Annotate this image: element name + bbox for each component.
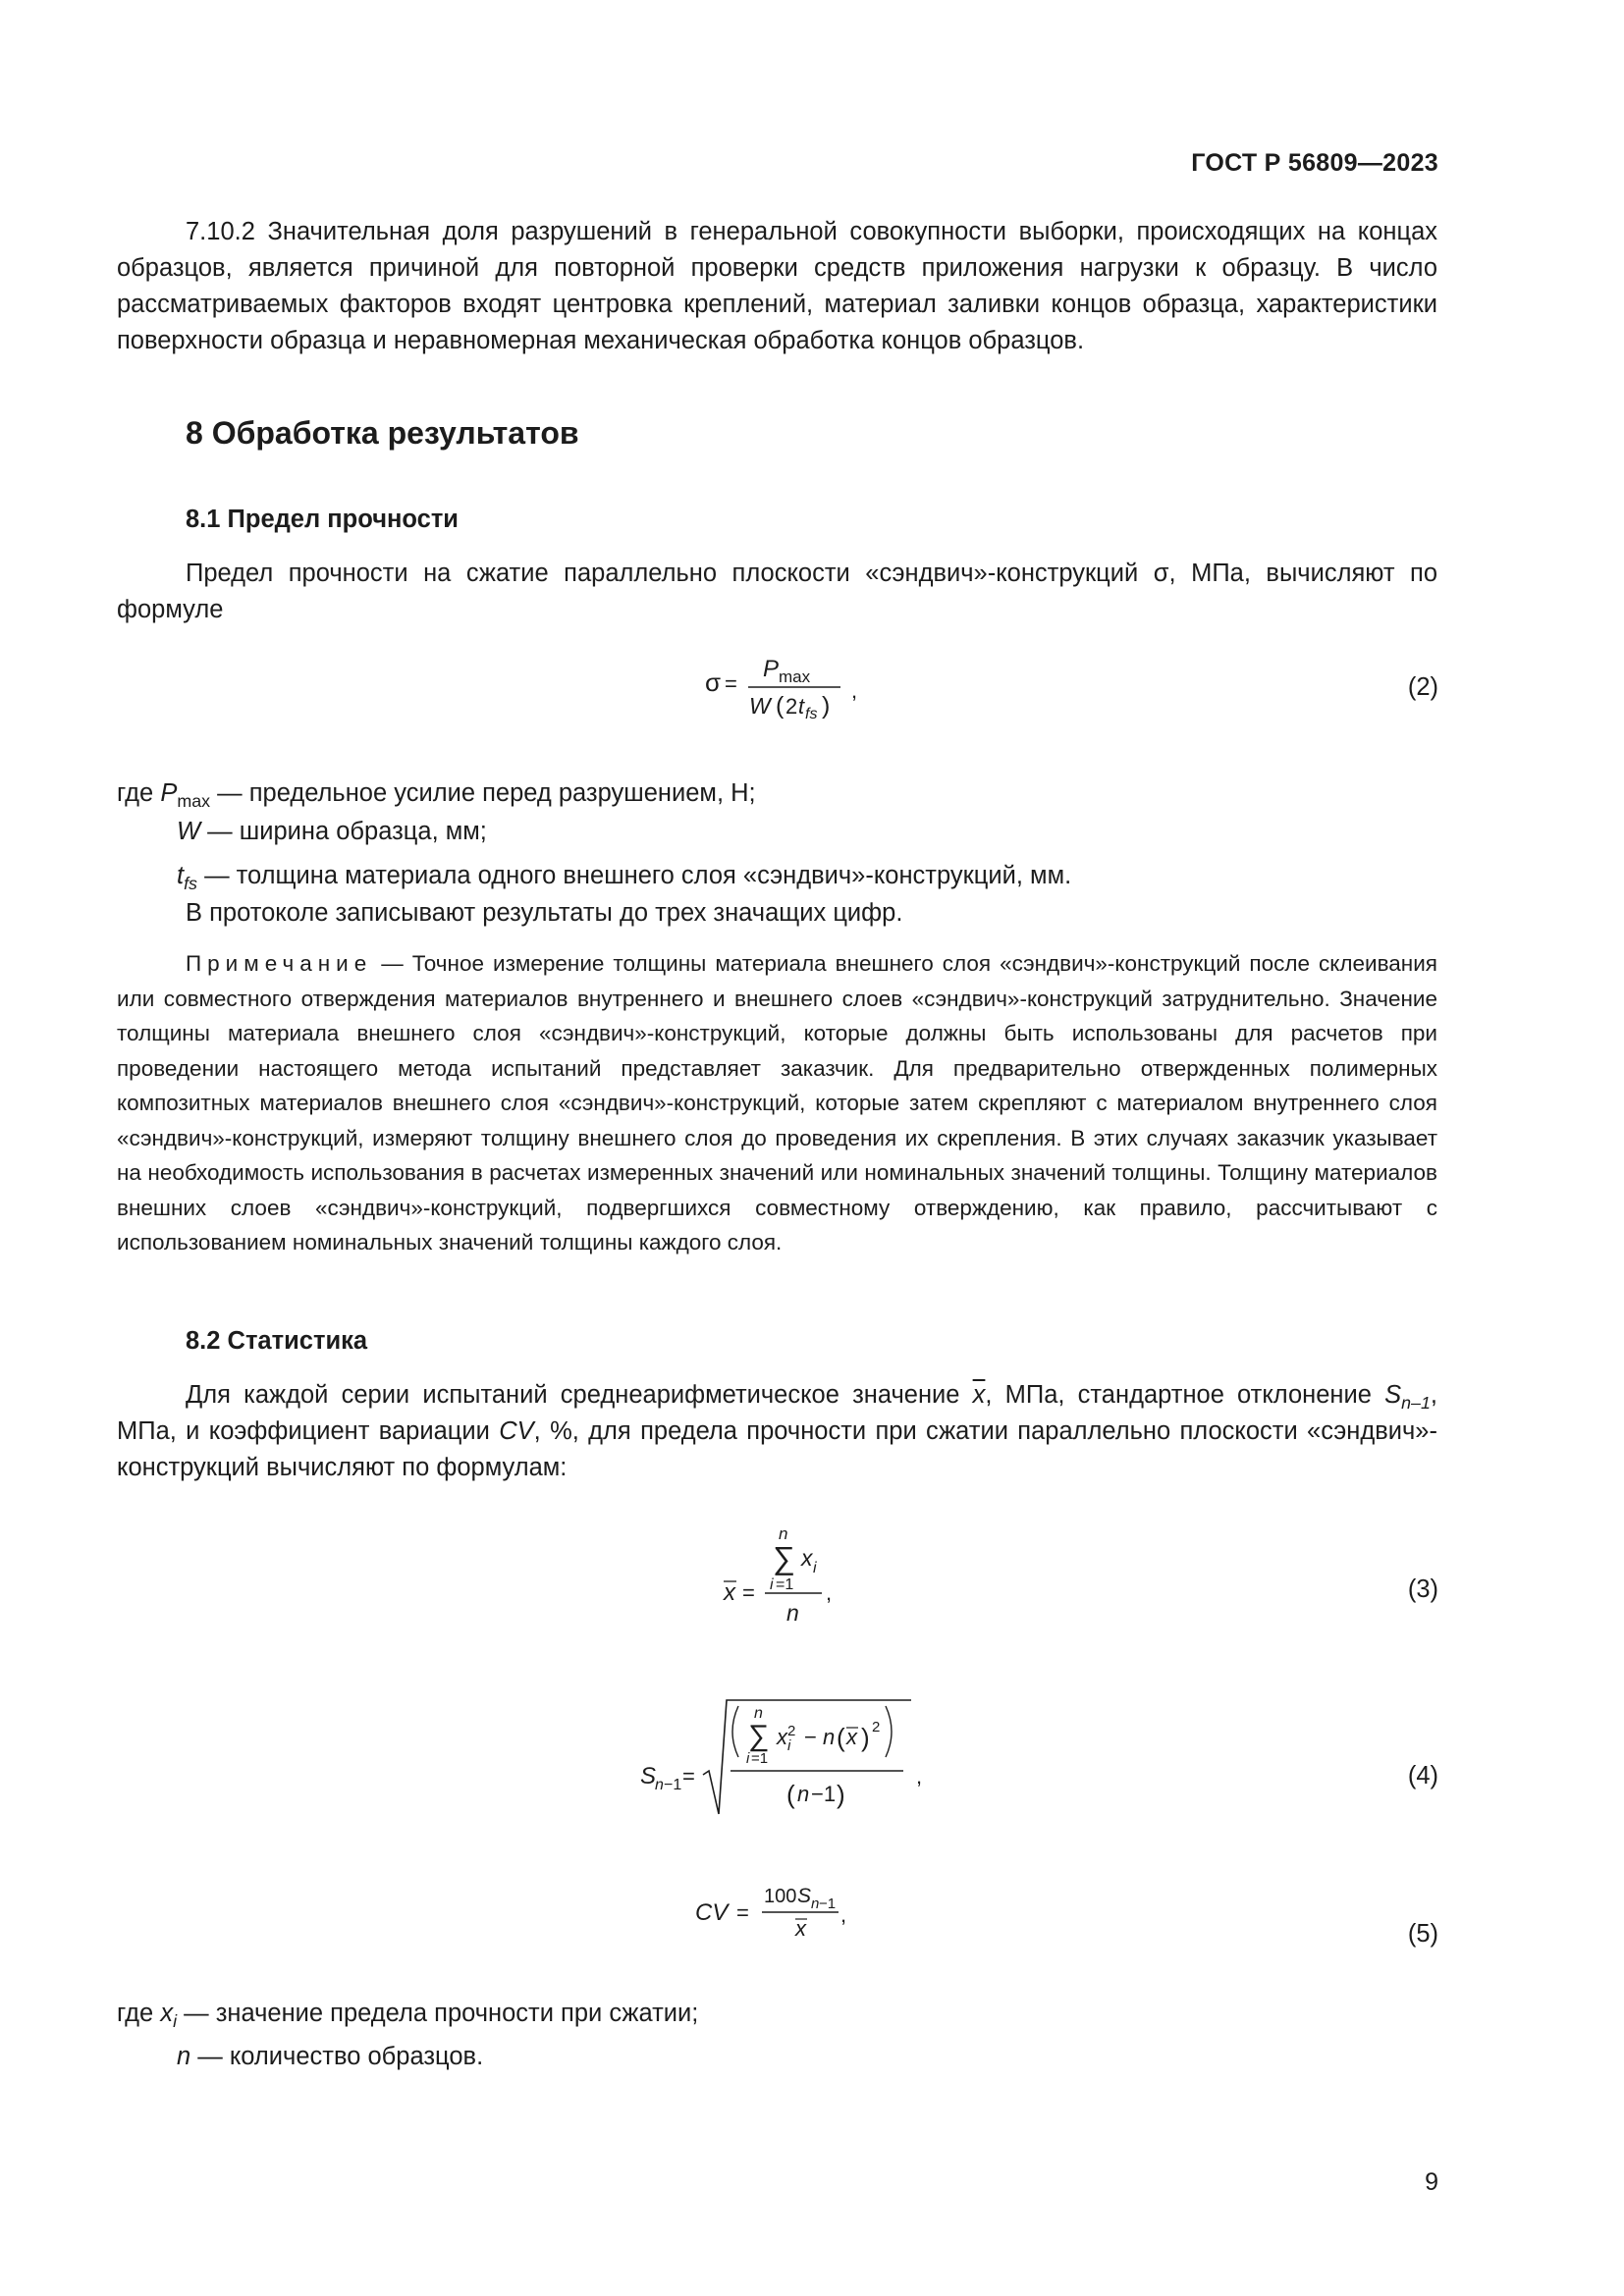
definition-n	[177, 2039, 483, 2075]
svg-text:x: x	[801, 1545, 813, 1571]
symbol-cv: CV	[499, 1417, 534, 1445]
intro-text-d: , %, для предела прочности при сжатии параллельно плоскости «сэндвич»-конструкций вычисляют по формулам:	[117, 1417, 1437, 1481]
svg-text:): )	[861, 1723, 870, 1752]
section-8-heading: 8 Обработка результатов	[186, 415, 579, 451]
symbol-x: x	[160, 2000, 174, 2027]
intro-text-b: , МПа, стандартное отклонение	[985, 1381, 1385, 1409]
formula-2	[687, 643, 884, 721]
svg-text:−1: −1	[819, 1896, 837, 1912]
svg-text:(: (	[776, 692, 785, 720]
equation-number-3: (3)	[1407, 1575, 1438, 1603]
svg-text:n: n	[823, 1725, 836, 1749]
equation-number-5: (5)	[1407, 1920, 1438, 1948]
svg-text:n: n	[786, 1600, 799, 1626]
formula-5	[687, 1873, 884, 1951]
formula-4	[628, 1688, 943, 1826]
section-8-2-intro	[117, 1377, 1437, 1486]
svg-text:i: i	[813, 1560, 817, 1576]
symbol-p: P	[160, 779, 178, 807]
note-label: Примечание	[186, 951, 373, 976]
svg-text:100: 100	[764, 1886, 797, 1907]
svg-text:fs: fs	[805, 706, 818, 721]
svg-text:,: ,	[851, 678, 858, 703]
section-8-1-intro: Предел прочности на сжатие параллельно плоскости «сэндвич»-конструкций σ, МПа, вычисляют по формуле	[117, 560, 1437, 623]
svg-text:): )	[837, 1780, 845, 1809]
subscript-max: max	[177, 791, 211, 812]
record-line: В протоколе записывают результаты до трех значащих цифр.	[186, 899, 903, 927]
section-8-2-heading: 8.2 Статистика	[186, 1327, 368, 1355]
page-number: 9	[1425, 2168, 1438, 2196]
document-header: ГОСТ Р 56809—2023	[1191, 149, 1438, 177]
svg-text:S: S	[640, 1763, 657, 1789]
symbol-xbar: $\overline{x}$	[972, 1381, 986, 1409]
svg-text:S: S	[797, 1885, 812, 1907]
definition-pmax-text: — предельное усилие перед разрушением, Н;	[217, 779, 756, 807]
svg-text:(: (	[837, 1723, 845, 1752]
symbol-s: S	[1384, 1381, 1402, 1409]
svg-text:n: n	[655, 1777, 664, 1793]
subscript-n-1: n–1	[1401, 1393, 1431, 1414]
svg-text:CV: CV	[695, 1899, 729, 1926]
formula-3	[712, 1520, 869, 1637]
symbol-n: n	[177, 2043, 191, 2070]
svg-text:i: i	[746, 1750, 750, 1767]
svg-text:x: x	[846, 1725, 857, 1749]
svg-text:t: t	[798, 694, 805, 719]
svg-text:P: P	[763, 656, 780, 682]
svg-text:=: =	[682, 1764, 695, 1789]
svg-text:n: n	[779, 1524, 788, 1543]
svg-text:x: x	[724, 1579, 735, 1606]
svg-text:W: W	[749, 693, 771, 719]
svg-text:n: n	[754, 1705, 763, 1722]
definition-xi	[117, 1996, 698, 2032]
where-word: где	[117, 779, 154, 807]
paragraph-7-10-2: 7.10.2 Значительная доля разрушений в генеральной совокупности выборки, происходящих на концах образцов, является причиной для повторной проверки средств приложения нагрузки к образцу. В число рассматриваемых факторов входят центровка креплений, материал заливки концов образца, характеристики поверхности образца и неравномерная механическая обработка концов образцов.	[117, 218, 1437, 354]
svg-text:n: n	[797, 1782, 810, 1806]
svg-text:=1: =1	[776, 1576, 794, 1593]
svg-text:=: =	[736, 1900, 749, 1925]
svg-text:2: 2	[872, 1719, 881, 1735]
svg-text:−: −	[804, 1725, 817, 1749]
svg-text:,: ,	[840, 1902, 847, 1927]
svg-text:x: x	[777, 1725, 787, 1749]
intro-text-c: , МПа, и коэффициент вариации	[117, 1381, 1437, 1445]
section-8-1-heading: 8.1 Предел прочности	[186, 506, 459, 533]
svg-text:i: i	[770, 1576, 774, 1593]
subscript-fs: fs	[184, 874, 197, 894]
symbol-t: t	[177, 862, 185, 889]
symbol-w: W	[177, 818, 201, 845]
equation-number-4: (4)	[1407, 1762, 1438, 1789]
svg-text:): )	[822, 692, 831, 720]
svg-text:max: max	[779, 667, 811, 686]
subscript-i: i	[173, 2011, 178, 2032]
svg-text:2: 2	[787, 1723, 796, 1739]
definition-tfs-text: — толщина материала одного внешнего слоя «сэндвич»-конструкций, мм.	[204, 862, 1072, 889]
svg-text:x: x	[795, 1916, 806, 1941]
svg-text:−1: −1	[811, 1782, 837, 1806]
svg-text:,: ,	[826, 1580, 833, 1605]
note-block	[117, 946, 1437, 1260]
where-word-2: где	[117, 2000, 154, 2027]
svg-text:=: =	[742, 1580, 755, 1605]
intro-text-a: Для каждой серии испытаний среднеарифметическое значение	[186, 1381, 973, 1409]
definition-n-text: — количество образцов.	[197, 2043, 484, 2070]
svg-text:σ: σ	[705, 667, 722, 697]
svg-text:n: n	[811, 1896, 820, 1912]
svg-text:2: 2	[785, 694, 798, 719]
definition-w	[177, 814, 487, 850]
svg-text:,: ,	[916, 1764, 923, 1789]
note-text: — Точное измерение толщины материала внешнего слоя «сэндвич»-конструкций после склеивания или совместного отверждения материалов внутреннего и внешнего слоев «сэндвич»-конструкций затруднительно. Значение толщины материала внешнего слоя «сэндвич»-конструкций, которые должны быть использованы для расчетов при проведении настоящего метода испытаний представляет заказчик. Для предварительно отвержденных полимерных композитных материалов внешнего слоя «сэндвич»-конструкций, которые затем скрепляют с материалом внутреннего слоя «сэндвич»-конструкций, измеряют толщину внешнего слоя до проведения их скрепления. В этих случаях заказчик указывает на необходимость использования в расчетах измеренных значений или номинальных значений толщины. Толщину материалов внешних слоев «сэндвич»-конструкций, подвергшихся совместному отверждению, как правило, рассчитывают с использованием номинальных значений толщины каждого слоя.	[117, 951, 1437, 1255]
equation-number-2: (2)	[1407, 673, 1438, 701]
definition-pmax	[117, 775, 756, 812]
svg-text:∑: ∑	[773, 1540, 795, 1575]
definition-tfs	[177, 858, 1071, 894]
svg-text:∑: ∑	[748, 1720, 770, 1752]
definition-xi-text: — значение предела прочности при сжатии;	[184, 2000, 699, 2027]
svg-text:i: i	[787, 1737, 791, 1754]
svg-text:=: =	[725, 671, 737, 696]
svg-text:−1: −1	[664, 1777, 682, 1793]
definition-w-text: — ширина образца, мм;	[207, 818, 487, 845]
svg-text:(: (	[786, 1780, 795, 1809]
svg-text:=1: =1	[751, 1750, 769, 1767]
